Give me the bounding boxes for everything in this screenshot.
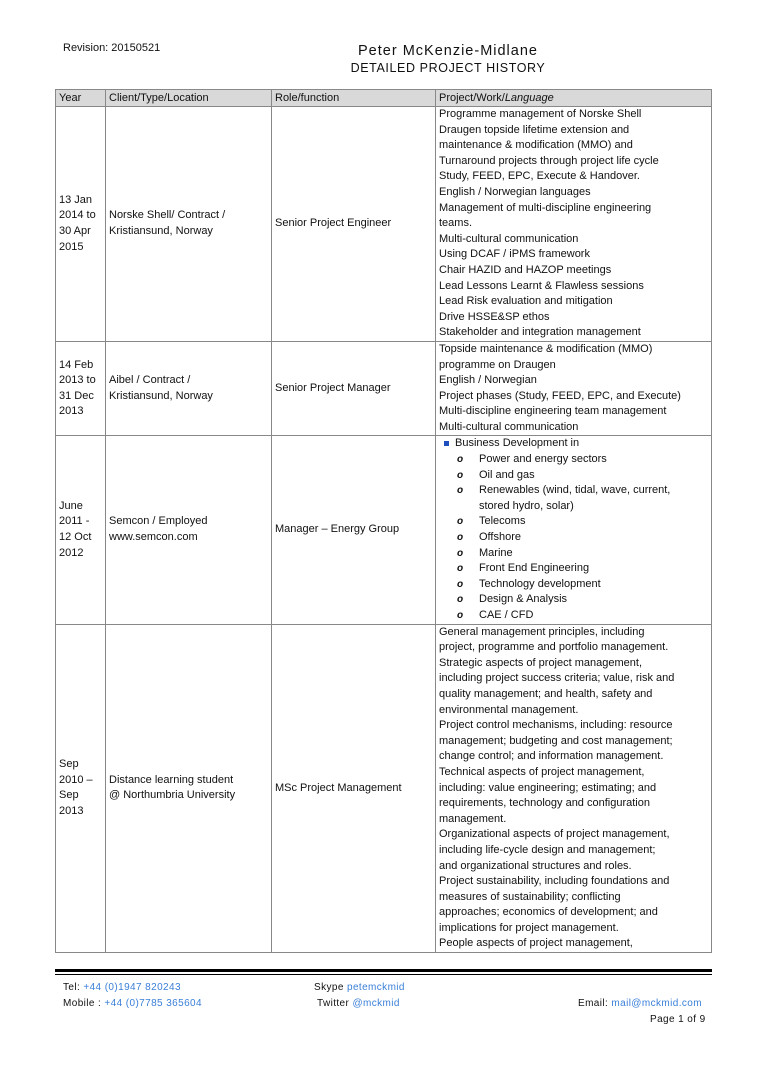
- footer-email: [578, 998, 702, 1009]
- work-sub-item: o Telecoms: [439, 514, 708, 530]
- role-cell: Senior Project Manager: [272, 341, 436, 436]
- work-sub-item: o Technology development: [439, 577, 708, 593]
- document-author-name: Peter McKenzie-Midlane: [358, 43, 538, 59]
- work-line: Project sustainability, including foundations and: [439, 875, 670, 888]
- skype-label: Skype: [314, 982, 344, 993]
- role-cell: MSc Project Management: [272, 624, 436, 952]
- work-line: including: value engineering; estimating; and: [439, 781, 657, 794]
- work-line: Stakeholder and integration management: [439, 326, 641, 339]
- year-cell: [56, 436, 106, 624]
- work-sub-item: o Renewables (wind, tidal, wave, current,: [439, 483, 708, 499]
- work-line: English / Norwegian languages: [439, 185, 591, 198]
- work-sub-item: o Marine: [439, 546, 708, 562]
- year-line: 14 Feb: [59, 358, 94, 371]
- work-line: programme on Draugen: [439, 358, 556, 371]
- work-sub-item: o Power and energy sectors: [439, 452, 708, 468]
- work-line: Study, FEED, EPC, Execute & Handover.: [439, 170, 640, 183]
- footer-mobile: [63, 998, 202, 1009]
- client-cell: [106, 341, 272, 436]
- work-line: Lead Lessons Learnt & Flawless sessions: [439, 279, 644, 292]
- work-line: management; budgeting and cost management;: [439, 734, 673, 747]
- table-row: [56, 341, 712, 436]
- year-line: 13 Jan: [59, 193, 93, 206]
- work-line: Technical aspects of project management,: [439, 765, 645, 778]
- work-line: Strategic aspects of project management,: [439, 656, 642, 669]
- work-sub-item: o Offshore: [439, 530, 708, 546]
- header-year: Year: [56, 90, 106, 107]
- year-line: June: [59, 499, 83, 512]
- client-line: Kristiansund, Norway: [109, 224, 213, 237]
- year-line: 2015: [59, 240, 84, 253]
- year-cell: [56, 624, 106, 952]
- header-client: Client/Type/Location: [106, 90, 272, 107]
- work-line: Management of multi-discipline engineering: [439, 201, 652, 214]
- year-line: Sep: [59, 758, 79, 771]
- header-work-prefix: Project/Work/: [439, 91, 505, 104]
- work-line: Turnaround projects through project life cycle: [439, 154, 659, 167]
- footer-tel: [63, 982, 181, 993]
- work-cell: [436, 107, 712, 342]
- client-cell: [106, 436, 272, 624]
- client-cell: [106, 107, 272, 342]
- mobile-link[interactable]: +44 (0)7785 365604: [104, 998, 202, 1009]
- footer-skype: [314, 982, 405, 993]
- tel-label: Tel:: [63, 982, 81, 993]
- client-cell: [106, 624, 272, 952]
- twitter-link[interactable]: @mckmid: [352, 998, 400, 1009]
- work-line: including project success criteria; value, risk and: [439, 672, 675, 685]
- work-line: quality management; and health, safety and: [439, 687, 653, 700]
- work-line: maintenance & modification (MMO) and: [439, 139, 633, 152]
- work-sub-item: o Front End Engineering: [439, 561, 708, 577]
- year-line: 2011 -: [59, 515, 90, 528]
- footer-rule-thick: [55, 969, 712, 972]
- year-line: 30 Apr: [59, 224, 91, 237]
- footer-twitter: [317, 998, 400, 1009]
- work-line: including life-cycle design and management;: [439, 843, 656, 856]
- work-line: implications for project management.: [439, 921, 619, 934]
- document-subtitle: DETAILED PROJECT HISTORY: [350, 61, 546, 75]
- work-line: English / Norwegian: [439, 374, 537, 387]
- work-line: Organizational aspects of project management,: [439, 828, 670, 841]
- work-sub-item: o CAE / CFD: [439, 608, 708, 624]
- work-line: environmental management.: [439, 703, 579, 716]
- work-line: Multi-cultural communication: [439, 420, 579, 433]
- year-cell: [56, 107, 106, 342]
- table-row: [56, 624, 712, 952]
- page-number: Page 1 of 9: [650, 1014, 706, 1025]
- work-line: change control; and information management.: [439, 750, 664, 763]
- work-line: Multi-discipline engineering team management: [439, 405, 667, 418]
- work-bullet-item: Business Development in: [439, 436, 708, 452]
- client-line: Distance learning student: [109, 773, 234, 786]
- work-sub-item: o Design & Analysis: [439, 592, 708, 608]
- project-history-table: [55, 89, 712, 953]
- year-line: 12 Oct: [59, 531, 92, 544]
- work-line: Drive HSSE&SP ethos: [439, 310, 550, 323]
- year-line: Sep: [59, 789, 79, 802]
- work-line: Project phases (Study, FEED, EPC, and Execute): [439, 389, 681, 402]
- work-line: teams.: [439, 217, 473, 230]
- work-line: Programme management of Norske Shell: [439, 108, 642, 120]
- role-cell: Senior Project Engineer: [272, 107, 436, 342]
- work-line: Topside maintenance & modification (MMO): [439, 342, 653, 355]
- table-row: [56, 107, 712, 342]
- year-line: 2013: [59, 405, 84, 418]
- email-link[interactable]: mail@mckmid.com: [611, 998, 702, 1009]
- work-line: and organizational structures and roles.: [439, 859, 632, 872]
- year-cell: [56, 341, 106, 436]
- client-line: Aibel / Contract /: [109, 374, 191, 387]
- work-line: Draugen topside lifetime extension and: [439, 123, 630, 136]
- revision-label: Revision: 20150521: [63, 42, 161, 54]
- work-line: project, programme and portfolio management.: [439, 641, 669, 654]
- header-work-italic: Language: [504, 91, 554, 104]
- work-line: Chair HAZID and HAZOP meetings: [439, 263, 612, 276]
- work-line: People aspects of project management,: [439, 937, 633, 950]
- year-line: 31 Dec: [59, 389, 94, 402]
- client-line: www.semcon.com: [109, 531, 198, 544]
- work-cell: [436, 624, 712, 952]
- footer-rule-thin: [55, 974, 712, 975]
- mobile-label: Mobile :: [63, 998, 102, 1009]
- work-line: requirements, technology and configuration: [439, 797, 650, 810]
- year-line: 2014 to: [59, 209, 96, 222]
- work-line: approaches; economics of development; and: [439, 906, 658, 919]
- client-line: Kristiansund, Norway: [109, 389, 213, 402]
- work-sub-item-continuation: stored hydro, solar): [479, 499, 574, 512]
- work-line: General management principles, including: [439, 625, 645, 638]
- work-cell: [436, 341, 712, 436]
- tel-link[interactable]: +44 (0)1947 820243: [83, 982, 181, 993]
- twitter-label: Twitter: [317, 998, 350, 1009]
- work-line: measures of sustainability; conflicting: [439, 890, 621, 903]
- role-cell: Manager – Energy Group: [272, 436, 436, 624]
- header-role: Role/function: [272, 90, 436, 107]
- work-line: management.: [439, 812, 507, 825]
- work-line: Project control mechanisms, including: resource: [439, 719, 673, 732]
- client-line: Semcon / Employed: [109, 515, 208, 528]
- work-sub-item: o Oil and gas: [439, 468, 708, 484]
- year-line: 2013: [59, 804, 84, 817]
- work-line: Lead Risk evaluation and mitigation: [439, 295, 613, 308]
- table-row: [56, 436, 712, 624]
- client-line: Norske Shell/ Contract /: [109, 209, 226, 222]
- email-label: Email:: [578, 998, 609, 1009]
- year-line: 2013 to: [59, 374, 96, 387]
- table-header-row: [56, 90, 712, 107]
- work-cell: [436, 436, 712, 624]
- year-line: 2010 –: [59, 773, 93, 786]
- skype-link[interactable]: petemckmid: [346, 982, 405, 993]
- work-line: Using DCAF / iPMS framework: [439, 248, 590, 261]
- work-line: Multi-cultural communication: [439, 232, 579, 245]
- header-work: [436, 90, 712, 107]
- client-line: @ Northumbria University: [109, 789, 236, 802]
- year-line: 2012: [59, 546, 84, 559]
